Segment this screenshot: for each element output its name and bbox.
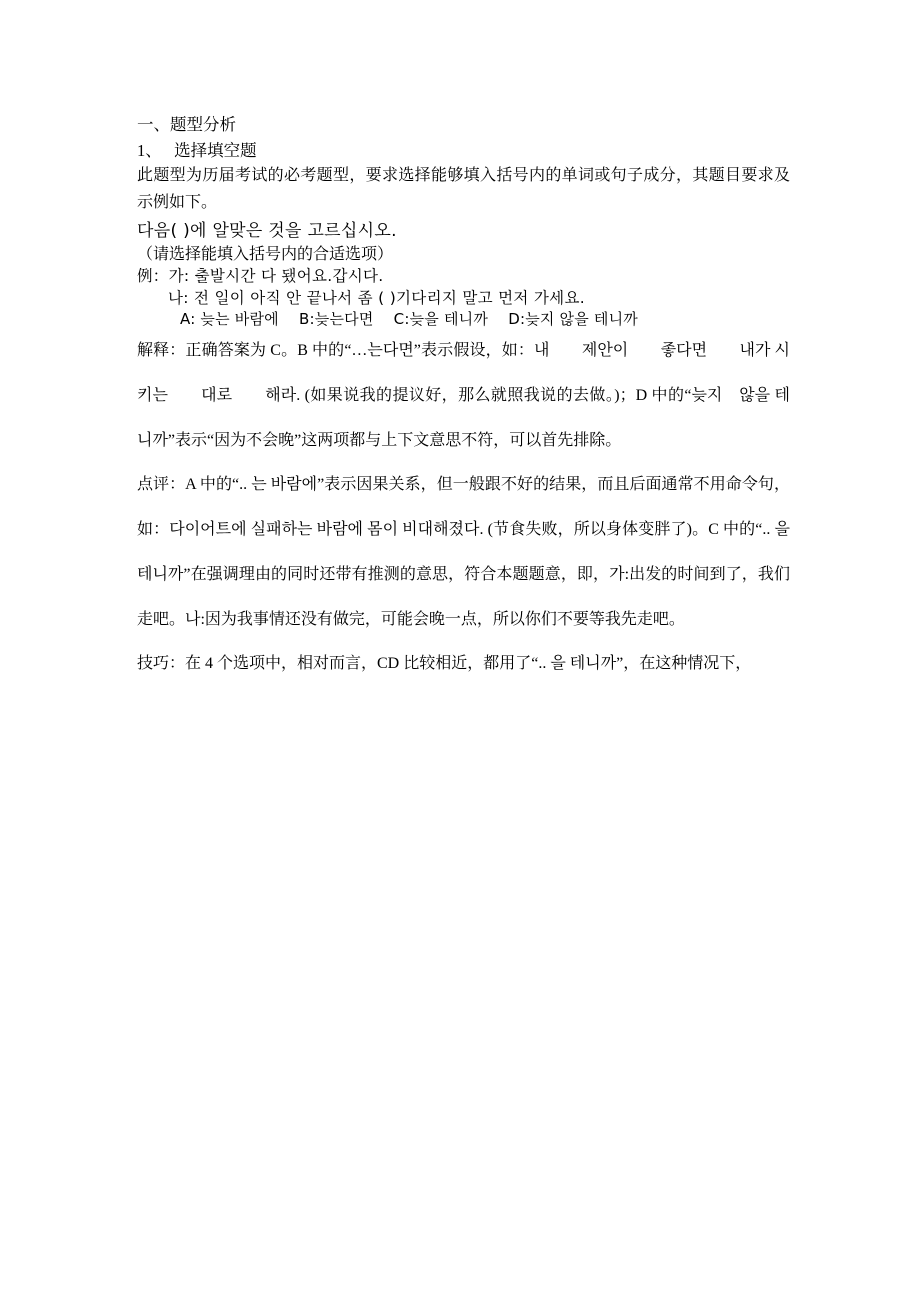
tip-paragraph: 技巧：在 4 个选项中，相对而言，CD 比较相近，都用了“.. 을 테니까”，在这种情况下， [137, 655, 752, 673]
comment-paragraph: 点评：A 中的“.. 는 바람에”表示因果关系，但一般跟不好的结果，而且后面通常不用命令句，如：다이어트에 실패하는 바람에 몸이 비대해졌다. (节食失败，所以身体变胖了)。C 中的“.. 을 테니까”在强调理由的同时还带有推测的意思，符合本题题意，即，가:出发的时间到了，我们走吧。나:因为我事情还没有做完，可能会晚一点，所以你们不要等我先走吧。 [137, 476, 807, 628]
section-heading: 一、题型分析 [137, 115, 236, 134]
item-heading: 1、 选择填空题 [137, 140, 257, 160]
chinese-translation-note: （请选择能填入括号内的合适选项） [137, 245, 394, 263]
answer-options-line: A: 늦는 바람에 B:늦는다면 C:늦을 테니까 D:늦지 않을 테니까 [180, 309, 638, 328]
intro-paragraph: 此题型为历届考试的必考题型，要求选择能够填入括号内的单词或句子成分，其题目要求及示例如下。 [137, 167, 790, 211]
korean-question-prompt: 다음( )에 알맞은 것을 고르십시오. [137, 220, 397, 241]
example-dialog-line-ga: 例：가: 출발시간 다 됐어요.갑시다. [137, 266, 384, 285]
explanation-paragraph: 解释：正确答案为 C。B 中的“…는다면”表示假设，如：내 제안이 좋다면 내가 시키는 대로 해라. (如果说我的提议好，那么就照我说的去做。)；D 中的“늦지 않을 테니까”表示“因为不会晚”这两项都与上下文意思不符，可以首先排除。 [137, 341, 790, 449]
example-dialog-line-na: 나: 전 일이 아직 안 끝나서 좀 ( )기다리지 말고 먼저 가세요. [168, 288, 585, 307]
